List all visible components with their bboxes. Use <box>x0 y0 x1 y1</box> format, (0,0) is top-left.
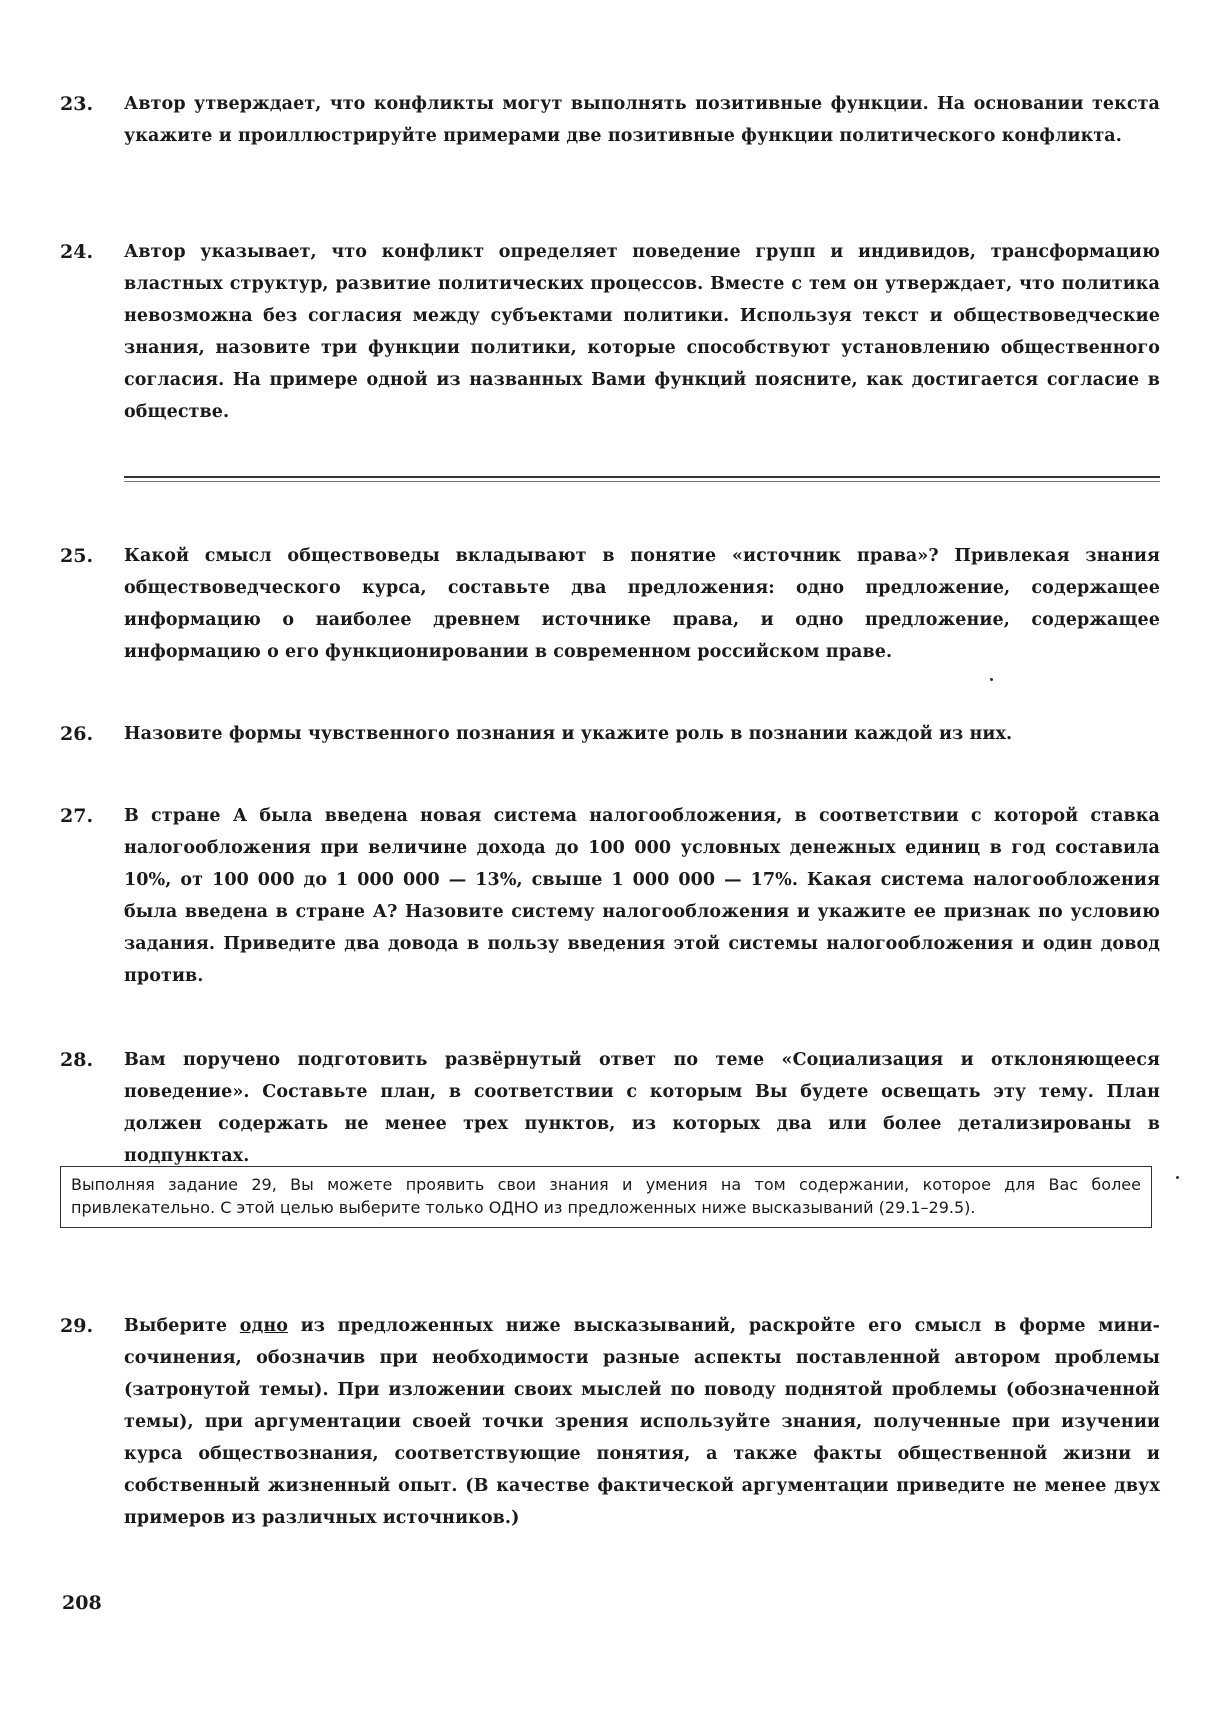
task-text-rest: из предложенных ниже высказываний, раскройте его смысл в форме мини-сочинения, обозначив при необходимости разные аспекты поставленной автором проблемы (затронутой темы). При изложении своих мыслей по поводу поднятой проблемы (обозначенной темы), при аргументации своей точки зрения используйте знания, полученные при изучении курса обществознания, соответствующие понятия, а также факты общественной жизни и собственный жизненный опыт. (В качестве фактической аргументации приведите не менее двух примеров из различных источников.) <box>124 1316 1160 1528</box>
task-25 <box>60 540 1160 668</box>
task-text <box>124 1310 1160 1534</box>
task-text: Какой смысл обществоведы вкладывают в понятие «источник права»? Привлекая знания обществоведческого курса, составьте два предложения: одно предложение, содержащее информацию о наиболее древнем источнике права, и одно предложение, содержащее информацию о его функционировании в современном российском праве. <box>124 546 1160 662</box>
task-23 <box>60 88 1160 152</box>
task-number: 26. <box>60 723 94 745</box>
task-29 <box>60 1310 1160 1534</box>
scan-speck <box>1176 1176 1179 1179</box>
task-text: В стране А была введена новая система налогообложения, в соответствии с которой ставка налогообложения при величине дохода до 100 000 условных денежных единиц в год составила 10%, от 100 000 до 1 000 000 — 13%, свыше 1 000 000 — 17%. Какая система налогообложения была введена в стране А? Назовите систему налогообложения и укажите ее признак по условию задания. Приведите два довода в пользу введения этой системы налогообложения и один довод против. <box>124 806 1160 986</box>
instruction-box <box>60 1166 1152 1228</box>
task-text: Автор утверждает, что конфликты могут выполнять позитивные функции. На основании текста укажите и проиллюстрируйте примерами две позитивные функции политического конфликта. <box>124 94 1160 146</box>
task-text-start: Выберите <box>124 1316 240 1336</box>
task-number: 28. <box>60 1049 94 1071</box>
task-number: 27. <box>60 805 94 827</box>
task-text: Вам поручено подготовить развёрнутый ответ по теме «Социализация и отклоняющееся поведение». Составьте план, в соответствии с которым Вы будете освещать эту тему. План должен содержать не менее трех пунктов, из которых два или более детализированы в подпунктах. <box>124 1050 1160 1166</box>
task-number: 25. <box>60 545 94 567</box>
section-divider-thin <box>124 481 1160 482</box>
underlined-word: одно <box>239 1316 289 1336</box>
task-24 <box>60 236 1160 428</box>
section-divider <box>124 476 1160 478</box>
task-26 <box>60 718 1160 750</box>
instruction-text: Выполняя задание 29, Вы можете проявить свои знания и умения на том содержании, которое для Вас более привлекательно. С этой целью выберите только ОДНО из предложенных ниже высказываний (29.1–29.5). <box>71 1175 1141 1217</box>
scan-speck <box>990 678 993 681</box>
task-text: Назовите формы чувственного познания и укажите роль в познании каждой из них. <box>124 724 1013 744</box>
task-27 <box>60 800 1160 992</box>
task-number: 29. <box>60 1315 94 1337</box>
task-text: Автор указывает, что конфликт определяет поведение групп и индивидов, трансформацию властных структур, развитие политических процессов. Вместе с тем он утверждает, что политика невозможна без согласия между субъектами политики. Используя текст и обществоведческие знания, назовите три функции политики, которые способствуют установлению общественного согласия. На примере одной из названных Вами функций поясните, как достигается согласие в обществе. <box>124 242 1160 422</box>
task-number: 24. <box>60 241 94 263</box>
page-number: 208 <box>62 1592 102 1614</box>
task-28 <box>60 1044 1160 1172</box>
task-number: 23. <box>60 93 94 115</box>
